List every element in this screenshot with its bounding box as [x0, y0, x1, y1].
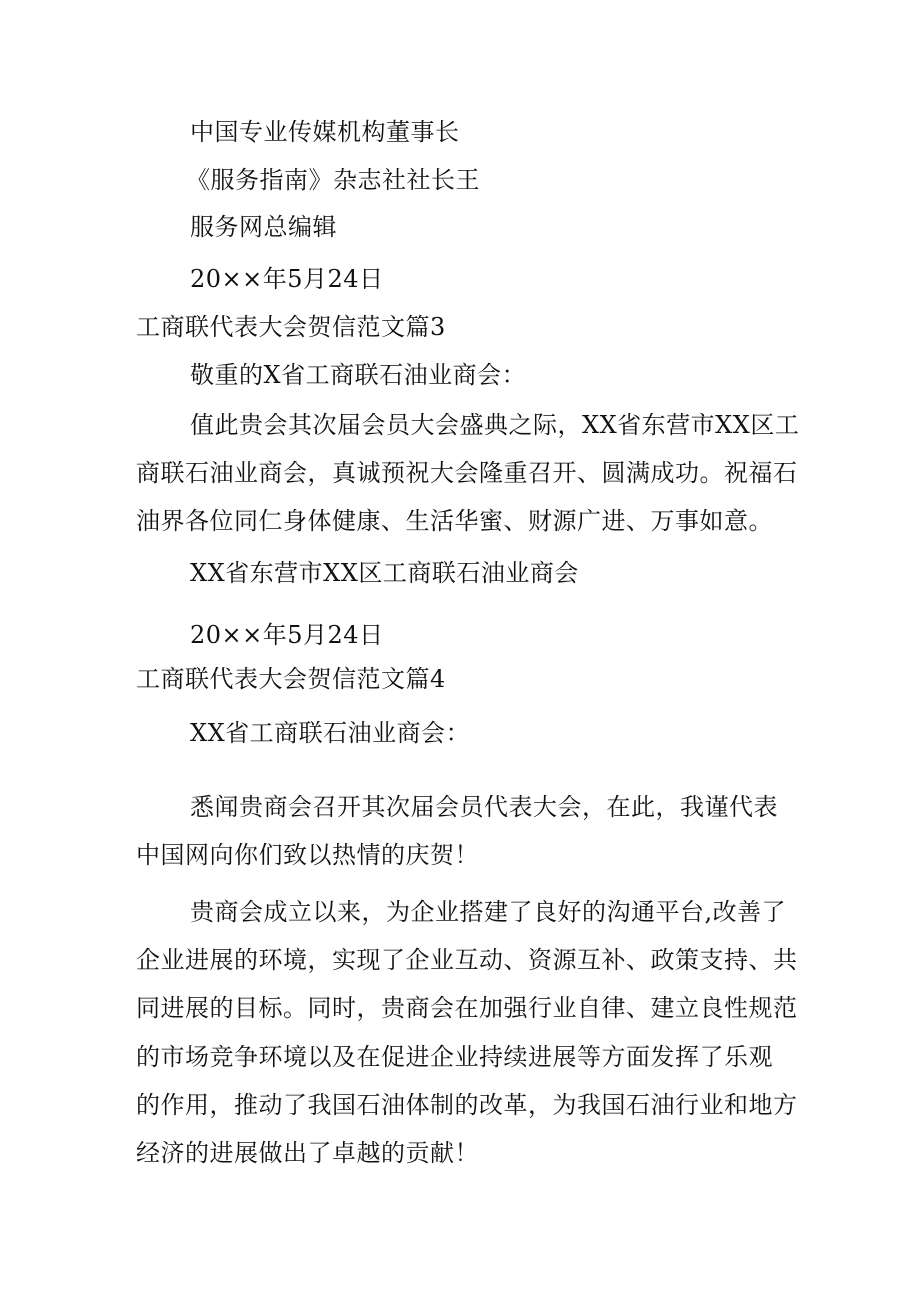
signatory-line-1: 中国专业传媒机构董事长: [190, 118, 460, 146]
paragraph-4-line-1: 悉闻贵商会召开其次届会员代表大会，在此，我谨代表: [190, 793, 778, 821]
paragraph-5-line-3: 同进展的目标。同时，贵商会在加强行业自律、建立良性规范: [136, 994, 798, 1022]
section-heading-4: 工商联代表大会贺信范文篇4: [136, 665, 446, 693]
paragraph-5-line-4: 的市场竞争环境以及在促进企业持续进展等方面发挥了乐观: [136, 1043, 773, 1071]
section-heading-3: 工商联代表大会贺信范文篇3: [136, 313, 446, 341]
salutation-3: 敬重的X省工商联石油业商会：: [190, 361, 527, 389]
date-line-1: 20××年5月24日: [190, 265, 384, 293]
salutation-4: XX省工商联石油业商会：: [190, 719, 471, 747]
paragraph-5-line-5: 的作用，推动了我国石油体制的改革，为我国石油行业和地方: [136, 1091, 798, 1119]
date-line-2: 20××年5月24日: [190, 621, 384, 649]
paragraph-3-line-2: 商联石油业商会，真诚预祝大会隆重召开、圆满成功。祝福石: [136, 459, 798, 487]
sender-line-3: XX省东营市XX区工商联石油业商会: [190, 559, 579, 587]
paragraph-5-line-1: 贵商会成立以来，为企业搭建了良好的沟通平台,改善了: [190, 898, 787, 926]
paragraph-3-line-1: 值此贵会其次届会员大会盛典之际，XX省东营市XX区工: [190, 411, 800, 439]
signatory-line-3: 服务网总编辑: [190, 213, 337, 241]
signatory-line-2: 《服务指南》杂志社社长王: [186, 166, 480, 194]
paragraph-5-line-2: 企业进展的环境，实现了企业互动、资源互补、政策支持、共: [136, 946, 798, 974]
paragraph-4-line-2: 中国网向你们致以热情的庆贺！: [136, 841, 479, 869]
paragraph-3-line-3: 油界各位同仁身体健康、生活华蜜、财源广进、万事如意。: [136, 507, 773, 535]
paragraph-5-line-6: 经济的进展做出了卓越的贡献！: [136, 1139, 479, 1167]
